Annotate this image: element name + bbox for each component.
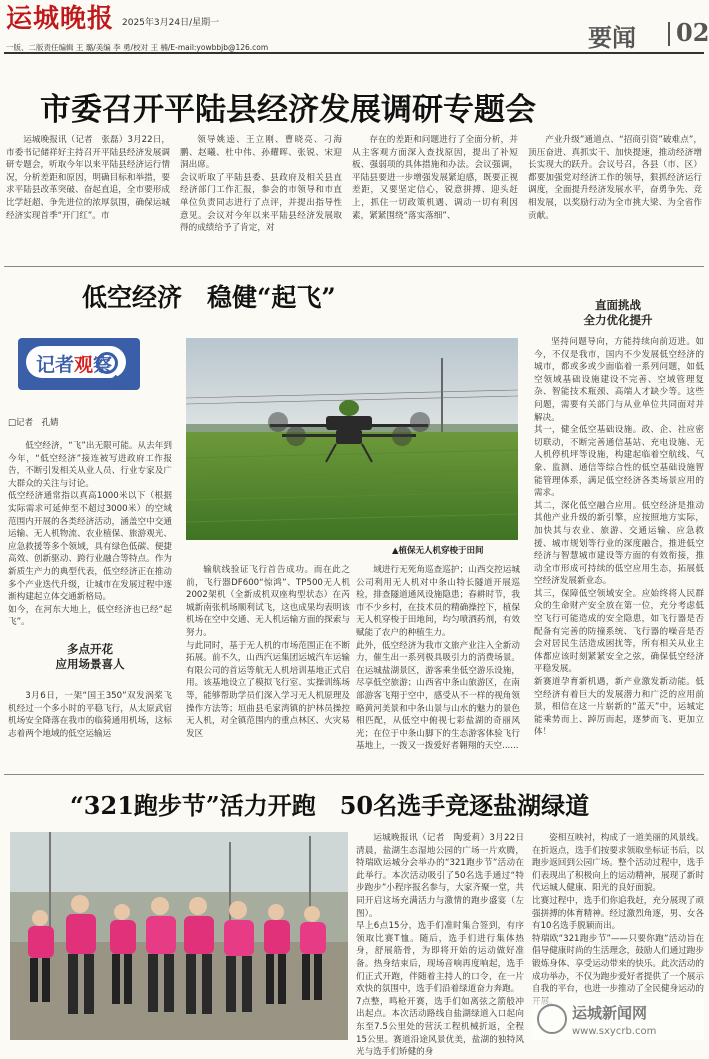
runners-photo	[10, 832, 348, 1040]
editor-credits: 一版、二版责任编辑 王 璐/美编 李 勇/校对 王 楠/E-mail:yowbbjb@126.com	[6, 43, 269, 52]
article2-left-col2: 3月6日，一架“国王350”双发涡桨飞机经过一个多小时的平稳飞行，从太原武宿机场安全降落在我市的临猗通用机场，这标志着两个地域的低空运输运	[8, 691, 172, 739]
article1-headline: 市委召开平陆县经济发展调研专题会	[40, 92, 536, 128]
drone-photo	[186, 338, 518, 540]
section-label: 要闻	[588, 23, 636, 52]
article2-rule	[4, 774, 704, 775]
article2-left-col: 低空经济，“飞”出无限可能。从去年到今年，“低空经济”接连被写进政府工作报告，不断引发相关从业人员、行业专家及广大群众的关注与讨论。 低空经济通常指以真高1000米以下（根据实际需求可延伸至不超过3000米）的空域范围内开展的各类经济活动，涵盖空中交通运输、无人机物流、农业植保、旅游观光、应急救援等多个领域，具有绿色低碳、便捷高效、创新驱动、跨行业融合等特点。作为新质生产力的典型代表，低空经济正在推动多个产业迭代升级，让城市在发展过程中逐渐构建起立体交通新格局。 如今，在河东大地上，低空经济也已经“起飞”。	[8, 441, 172, 628]
site-watermark	[530, 992, 706, 1044]
section-divider	[668, 22, 670, 46]
article1-col4: 产业升级”通道点、“招商引资”破难点”，顶压奋进、真抓实干、加快提速，推动经济增长实现大的跃升。会议号召，各县（市、区）都要加强党对经济工作的领导，狠抓经济运行调度，全面提升经济发展水平，奋勇争先、竞相发展，以奖励行动为全市挑大梁、为全省作贡献。	[528, 135, 702, 221]
issue-date: 2025年3月24日/星期一	[122, 18, 220, 28]
article1-rule	[4, 266, 704, 267]
drone-field-image	[186, 338, 518, 540]
watermark-logo-icon	[530, 992, 706, 1044]
header-rule	[4, 52, 704, 54]
article2-mid-col-a: 输航线验证飞行首告成功。而在此之前，飞行器DF600“惊鸿”、TP500无人机2002架机（全新成机双座构型状态）在芮城新南张机场顺利试飞，这也成果均表明该机场在空中交通、无人机运输方面的探索与努力。 与此同时，基于无人机的市场范围正在不断拓展。前不久，山西汽运集团运城汽车运输有限公司的首运等航无人机培训基地正式启用。该基地设立了模拟飞行室、实操训练场等，能够帮助学员们深入学习无人机原理及操作方法等；垣曲县毛家湾镇的护林员操控无人机，对全镇范围内的重点林区、火灾易发区	[186, 565, 350, 739]
badge-text: 记者观察	[36, 354, 113, 376]
drone-photo-caption: ▲植保无人机穿梭于田间	[392, 546, 484, 556]
newspaper-logo: 运城晚报	[6, 4, 115, 34]
article1-col1: 运城晚报讯（记者 张磊）3月22日，市委书记储祥好主持召开平陆县经济发展调研专题会，听取今年以来平陆县经济运行情况，分析差距和原因，明确目标和举措，要求平陆县改革突破、奋起直追，全市要形成比学赶超、争先进位的浓厚氛围，确保运城经济实现首季“开门红”。市	[6, 135, 170, 221]
runners-image	[10, 832, 348, 1040]
article3-col1: 运城晚报讯（记者 陶爱莉）3月22日清晨，盐湖生态湿地公园的广场一片欢腾，特瑞欧运城分会举办的“321跑步节”活动在此举行。本次活动吸引了50名选手通过“特步跑步”小程序报名参与，大家齐聚一堂，共同开启这场充满活力与激情的跑步盛宴（左图）。 早上6点15分，选手们准时集合签到，有序领取比赛T恤。随后，选手们进行集体热身，舒展筋骨，为即将开始的运动做好准备。热身结束后，现场音响再度响起，选手们正式开跑，伴随着主持人的口令，在一片欢快的氛围中，选手们沿着绿道奋力奔跑。 7点整，鸣枪开赛，选手们如离弦之箭般冲出起点。本次活动路线自盐湖绿道入口起向东至7.5公里处的营沃工程机械折返，全程15公里。赛道沿途风景优美，盐湖的独特风光与选手们矫健的身	[356, 833, 524, 1058]
article3-col2: 姿相互映衬，构成了一道美丽的风景线。在折返点，选手们按要求领取坐标证书后，以跑步返回到公园广场。整个活动过程中，选手们表现出了积极向上的运动精神，展现了新时代运城人健康、阳光的良好面貌。 比赛过程中，选手们你追我赶，充分展现了顽强拼搏的体育精神。经过激烈角逐，男、女各有10名选手脱颖而出。 特瑞欧“321跑步节”——只要你跑”活动旨在倡导健康时尚的生活理念，鼓励人们通过跑步锻炼身体、享受运动带来的快乐。此次活动的成功举办，不仅为跑步爱好者提供了一个展示自我的平台，也进一步推动了全民健身运动的	[532, 833, 704, 995]
page-number: 02	[676, 18, 709, 47]
article2-subhead-right: 直面挑战 全力优化提升	[583, 298, 653, 327]
article2-byline: □记者 孔婧	[8, 418, 59, 428]
article2-mid-col-b: 域进行无死角巡查巡护；山西交控运城公司利用无人机对中条山特长隧道开展巡检，排查隧道通风设施隐患；春耕时节，我市不少乡村，在技术员的精确操控下，植保无人机穿梭于田地间，均匀喷洒药剂，有效赋能了农户的种植生力。 此外，低空经济为我市文旅产业注入全新动力，催生出一系列极具吸引力的消费场景。在运城盐湖景区，游客乘坐低空游乐设施，尽享低空旅游；山西省中条山旅游区，在南部游客飞翔于空中，感受从不一样的视角领略黄河美景和中条山景与山水的魅力的景色相匹配，从低空中俯视七彩盐湖的奇丽风光；在位于中条山脚下的生态游客体验飞行基地上，一拨又一拨爱好者翱翔的天空......	[356, 565, 520, 752]
watermark-name: 运城新闻网	[572, 1004, 648, 1022]
magnifier-handle-icon	[112, 375, 127, 390]
article1-col3: 存在的差距和问题进行了全面分析，并从主客观方面深入查找原因，提出了补短板、强弱项的具体措施和办法。会议强调，平陆县要进一步增强发展紧迫感，既要正视差距，又要坚定信心，锐意拼搏、迎头赶上，抓住一切政策机遇、调动一切有利因素，紧紧围绕“落实落细”、	[352, 135, 518, 221]
article2-subhead-left: 多点开花 应用场景喜人	[55, 642, 125, 671]
article3-headline: “321跑步节”活力开跑 50名选手竞逐盐湖绿道	[70, 791, 590, 820]
article2-right-col: 坚持问题导向，方能持续向前迈进。如今，不仅是我市，国内不少发展低空经济的城市，都或多或少面临着一系列问题，如低空领域基础设施建设不完善、空域管理复杂、智能技术瓶颈、高端人才缺少等。这些问题，需要有关部门与从业单位共同面对并解决。 其一，健全低空基础设施。政、企、社应密切联动，不断完善通信基站、充电设施、无人机停机坪等设施，构建起临着空航线、气象、监测、通信等综合性的低空基础设施智能管理体系，满足低空经济各类场景应用的需求。 其二，深化低空融合应用。低空经济是推动其他产业升级的新引擎，应按照地方实际，加快其与农业、旅游、交通运输、应急救援、城市规划等行业的深度融合，推进低空经济与智慧城市建设等方面的有效衔接，推动全市形成可持续的低空应用生态，拓展低空经济发展新业态。 其三，保障低空领域安全。应始终将人民群众的生命财产安全放在第一位，充分考虑低空飞行可能造成的安全隐患，如飞行器是否配备有完善的防撞系统、飞行器的噪音是否会对居民生活造成困扰等，所有相关从业主体都应该时刻紧紧安全之弦，确保低空经济平稳发展。 新赛道孕育新机遇，新产业激发新动能。低空经济有着巨大的发展潜力和广泛的应用前景，相信在这一片崭新的“蓝天”中，运城定能乘势而上、踔厉而起，逐梦而飞、更加立体！	[534, 337, 704, 738]
watermark-url: www.sxycrb.com	[572, 1026, 657, 1037]
magnifier-icon	[96, 352, 118, 374]
article2-headline: 低空经济 稳健“起飞”	[82, 283, 336, 312]
reporter-observation-badge	[18, 338, 140, 390]
article1-col2: 领导姚逵、王立刚、曹晓亮、刁海鹏、赵曦、杜中伟、孙耀晖、张锐、宋迎洞出席。 会议听取了平陆县委、县政府及相关县直经济部门工作汇报，参会的市领导和市直单位负责同志进行了点评，并提出指导性意见。会议对今年以来平陆县经济发展取得的成绩给予了肯定，对	[180, 135, 342, 234]
